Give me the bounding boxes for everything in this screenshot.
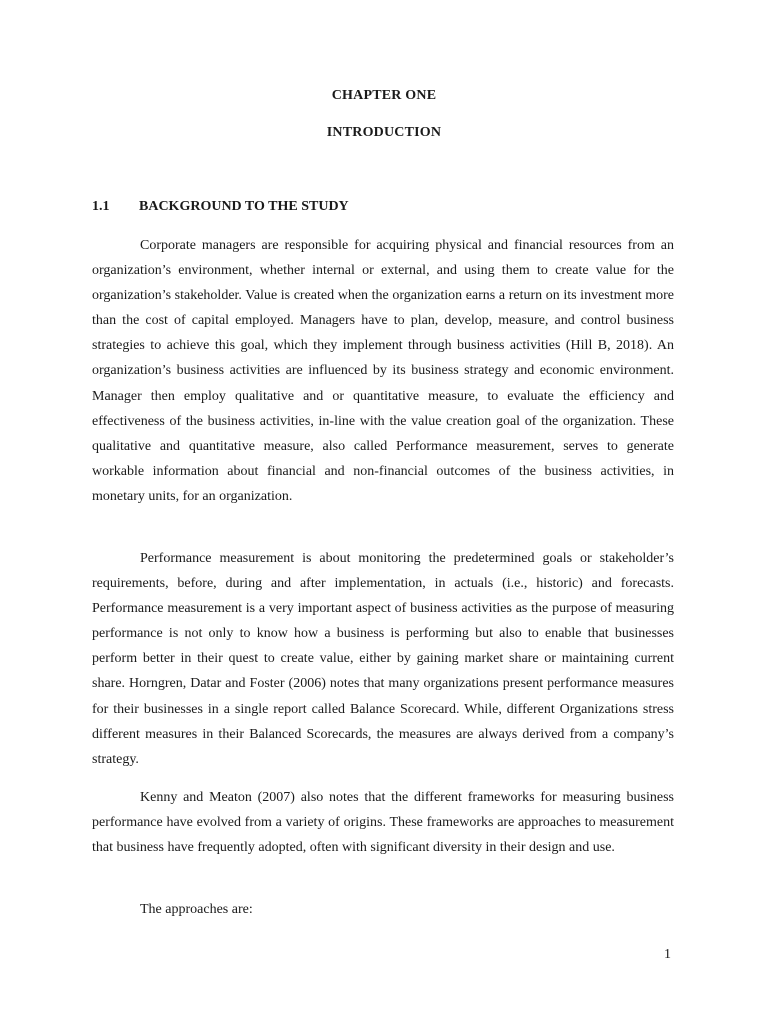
paragraph: Corporate managers are responsible for acquiring physical and financial resources from an organization’s environment, whether internal or external, and using them to create value for the organization’s stakeholder. Value is created when the organization earns a return on its investment more than the cost of capital employed. Managers have to plan, develop, measure, and control business strategies to achieve this goal, which they implement through business activities (Hill B, 2018). An organization’s business activities are influenced by its business strategy and economic environment. Manager then employ qualitative and or quantitative measure, to evaluate the efficiency and effectiveness of the business activities, in-line with the value creation goal of the organization. These qualitative and quantitative measure, also called Performance measurement, serves to generate workable information about financial and non-financial outcomes of the business activities, in monetary units, for an organization. [92, 238, 674, 504]
chapter-title: CHAPTER ONE [331, 88, 437, 103]
paragraph: Performance measurement is about monitoring the predetermined goals or stakeholder’s requirements, before, during and after implementation, in actuals (i.e., historic) and forecasts. Performance measurement is a very important aspect of business activities as the purpose of measuring performance is not only to know how a business is performing but also to enable that businesses perform better in their quest to create value, either by gaining market share or maintaining current share. Horngren, Datar and Foster (2006) notes that many organizations present performance measures for their businesses in a single report called Balance Scorecard. While, different Organizations stress different measures in their Balanced Scorecards, the measures are always derived from a company’s strategy. [92, 551, 674, 767]
section-heading [92, 199, 349, 215]
section-title: BACKGROUND TO THE STUDY [139, 199, 349, 214]
page-number: 1 [664, 947, 671, 962]
paragraph-1-container [92, 233, 674, 509]
section-number: 1.1 [92, 199, 110, 214]
paragraph-2-container [92, 546, 674, 772]
paragraph: Kenny and Meaton (2007) also notes that the different frameworks for measuring business performance have evolved from a variety of origins. These frameworks are approaches to measurement that business have frequently adopted, often with significant diversity in their design and use. [92, 790, 674, 856]
paragraph-4-container [92, 897, 674, 922]
paragraph: The approaches are: [140, 902, 253, 917]
paragraph-3-container [92, 785, 674, 860]
chapter-subtitle: INTRODUCTION [326, 125, 442, 140]
